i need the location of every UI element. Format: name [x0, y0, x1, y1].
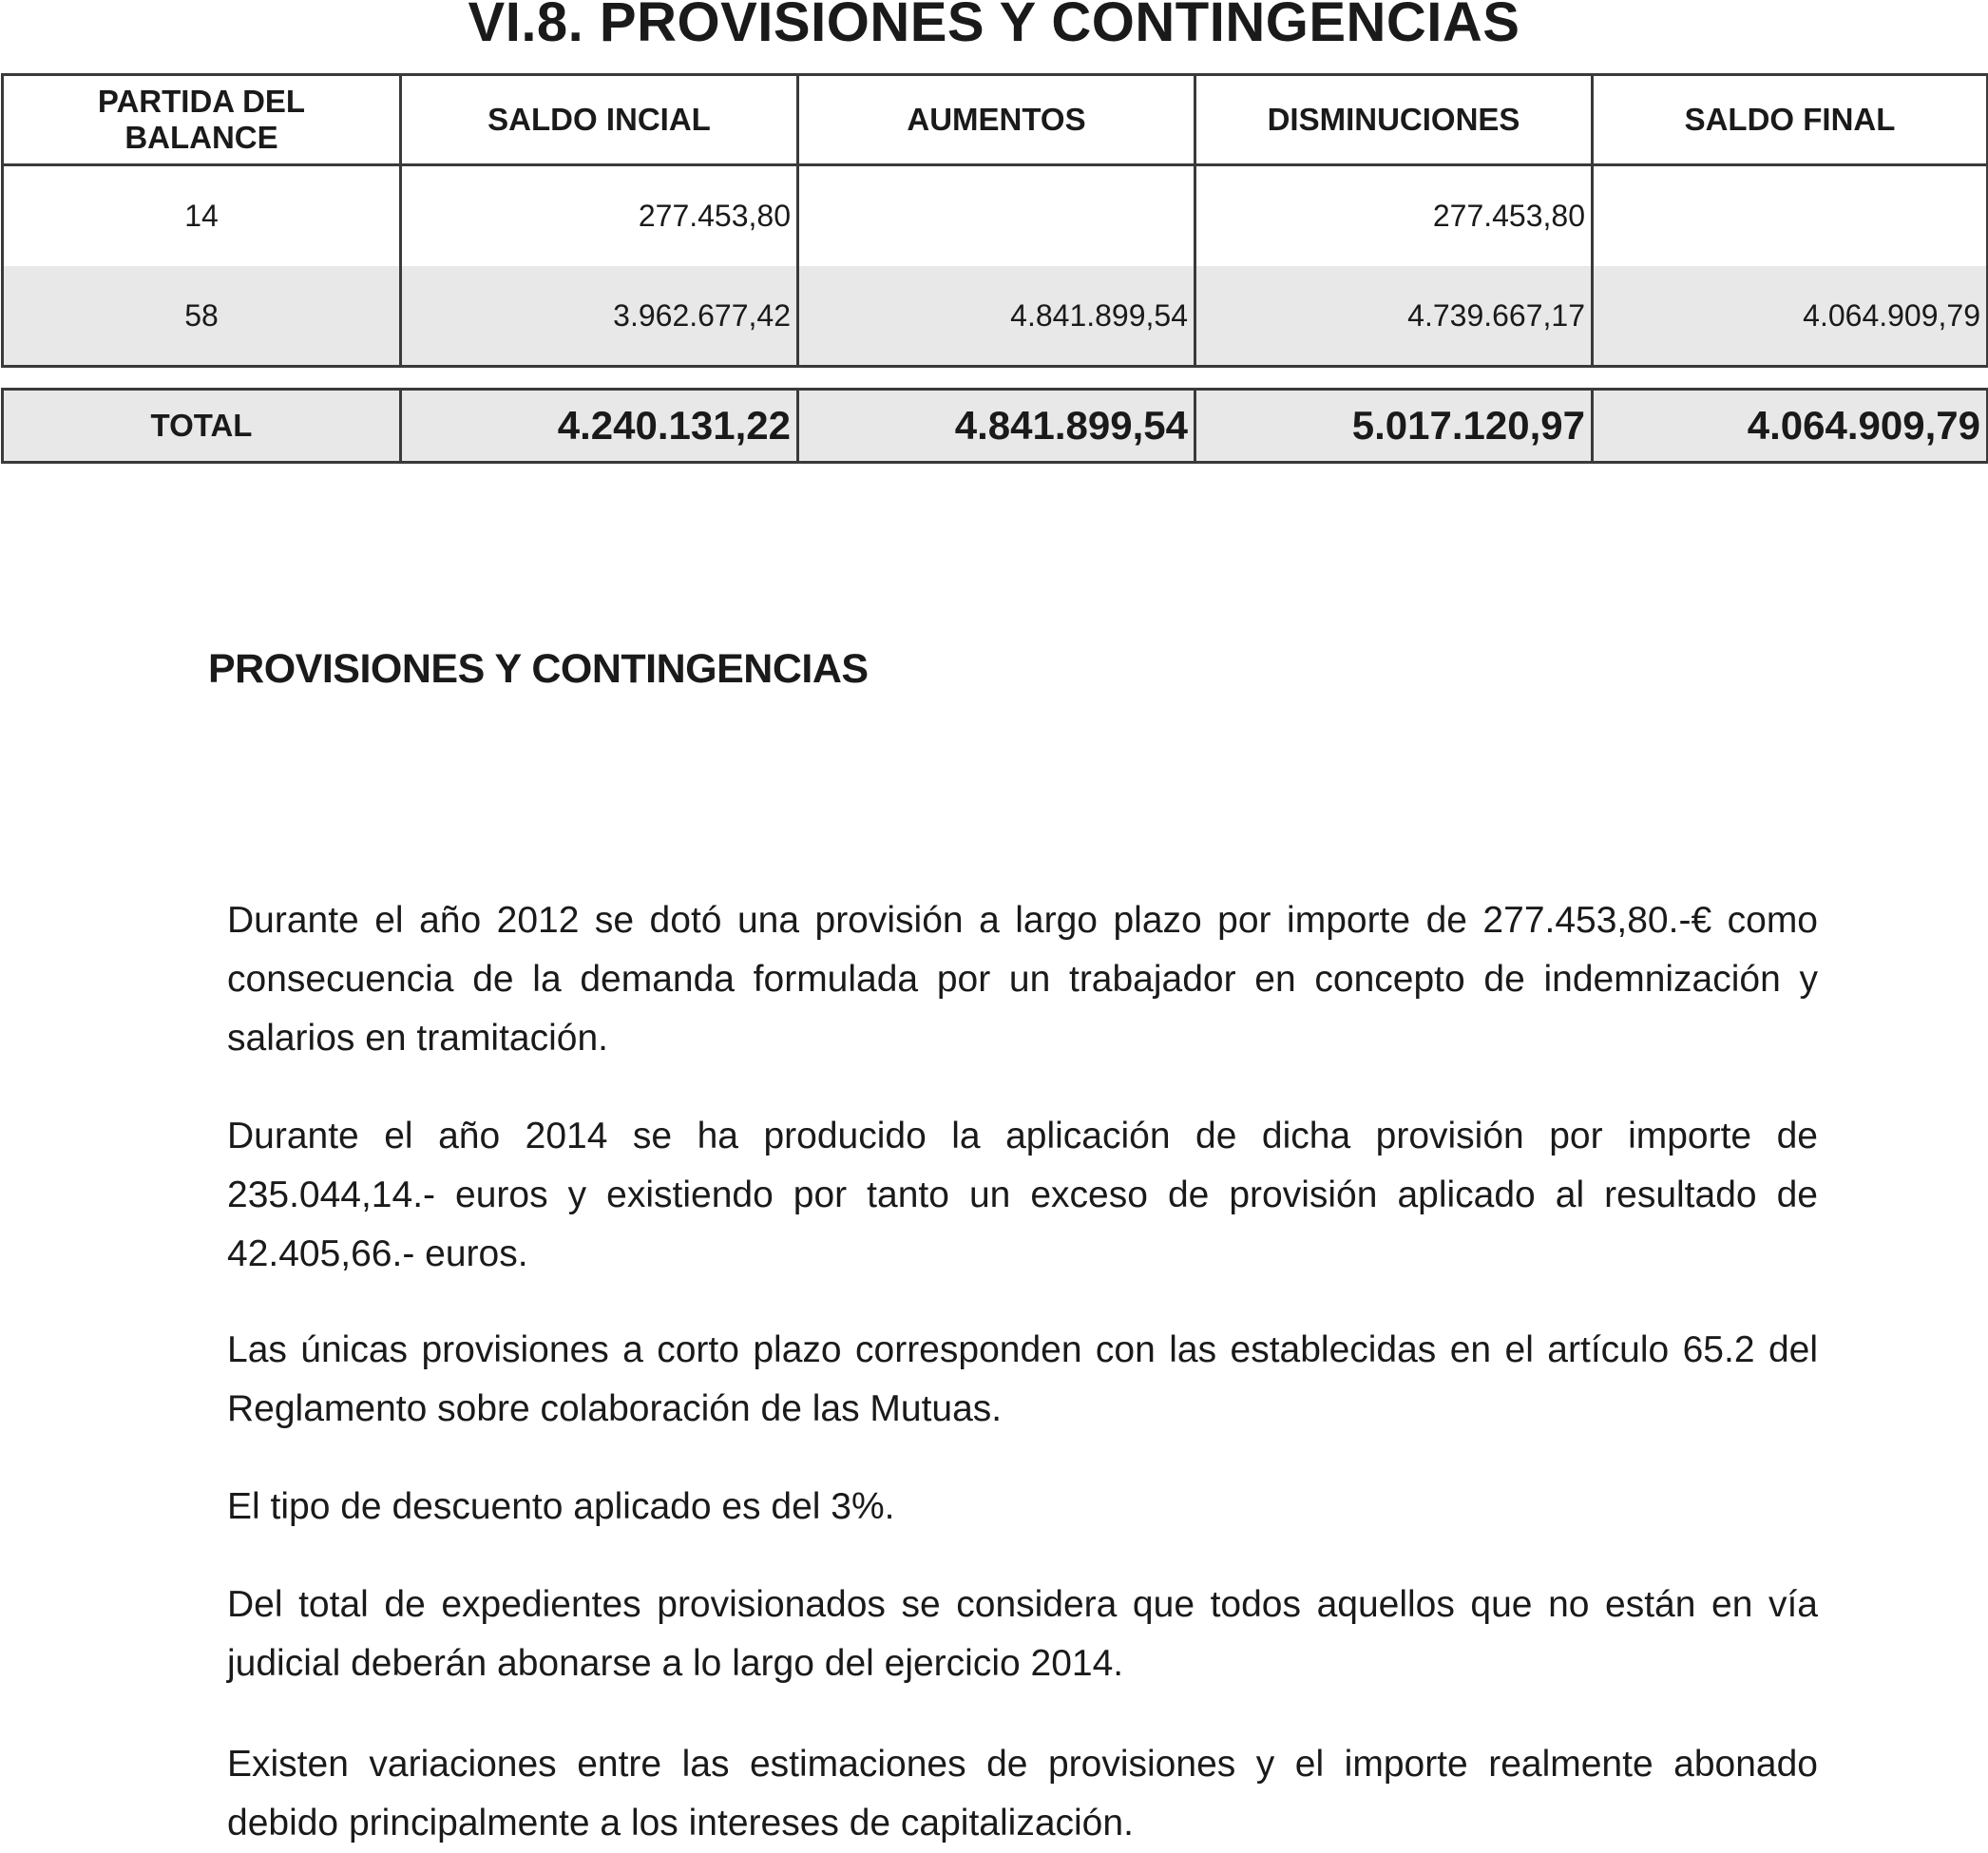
- cell-aumentos: 4.841.899,54: [798, 266, 1195, 367]
- paragraph-3: Las únicas provisiones a corto plazo corresponden con las establecidas en el artículo 65.2 del Reglamento sobre colaboración de las Mutuas.: [227, 1329, 1818, 1429]
- cell-partida: 58: [3, 266, 401, 367]
- total-saldo-final: 4.064.909,79: [1593, 390, 1988, 463]
- total-row: [3, 390, 1988, 463]
- cell-saldo-inicial: 277.453,80: [401, 165, 798, 267]
- header-partida: PARTIDA DEL BALANCE: [3, 75, 401, 165]
- cell-partida: 14: [3, 165, 401, 267]
- paragraph-6: Existen variaciones entre las estimaciones de provisiones y el importe realmente abonado debido principalmente a los intereses de capitalización.: [227, 1744, 1818, 1843]
- cell-disminuciones: 4.739.667,17: [1195, 266, 1593, 367]
- page-title: VI.8. PROVISIONES Y CONTINGENCIAS: [468, 0, 1520, 53]
- paragraph-4: El tipo de descuento aplicado es del 3%.: [227, 1486, 895, 1527]
- provisions-table: [1, 73, 1988, 368]
- cell-saldo-inicial: 3.962.677,42: [401, 266, 798, 367]
- header-aumentos: AUMENTOS: [798, 75, 1195, 165]
- cell-saldo-final: 4.064.909,79: [1593, 266, 1988, 367]
- total-disminuciones: 5.017.120,97: [1195, 390, 1593, 463]
- total-saldo-inicial: 4.240.131,22: [401, 390, 798, 463]
- paragraph-1: Durante el año 2012 se dotó una provisión a largo plazo por importe de 277.453,80.-€ como consecuencia de la demanda formulada por un trabajador en concepto de indemnización y salarios en tramitación.: [227, 900, 1818, 1059]
- table-row: [3, 266, 1988, 367]
- cell-aumentos: [798, 165, 1195, 267]
- paragraph-5: Del total de expedientes provisionados se considera que todos aquellos que no están en vía judicial deberán abonarse a lo largo del ejercicio 2014.: [227, 1584, 1818, 1684]
- table-row: [3, 165, 1988, 267]
- total-table: [1, 388, 1988, 464]
- cell-disminuciones: 277.453,80: [1195, 165, 1593, 267]
- total-label: TOTAL: [3, 390, 401, 463]
- header-saldo-final: SALDO FINAL: [1593, 75, 1988, 165]
- header-disminuciones: DISMINUCIONES: [1195, 75, 1593, 165]
- paragraph-2: Durante el año 2014 se ha producido la aplicación de dicha provisión por importe de 235.044,14.- euros y existiendo por tanto un exceso de provisión aplicado al resultado de 42.405,66.- euros.: [227, 1116, 1818, 1274]
- cell-saldo-final: [1593, 165, 1988, 267]
- total-aumentos: 4.841.899,54: [798, 390, 1195, 463]
- table-header-row: [3, 75, 1988, 165]
- header-saldo-inicial: SALDO INCIAL: [401, 75, 798, 165]
- section-heading: PROVISIONES Y CONTINGENCIAS: [208, 646, 869, 692]
